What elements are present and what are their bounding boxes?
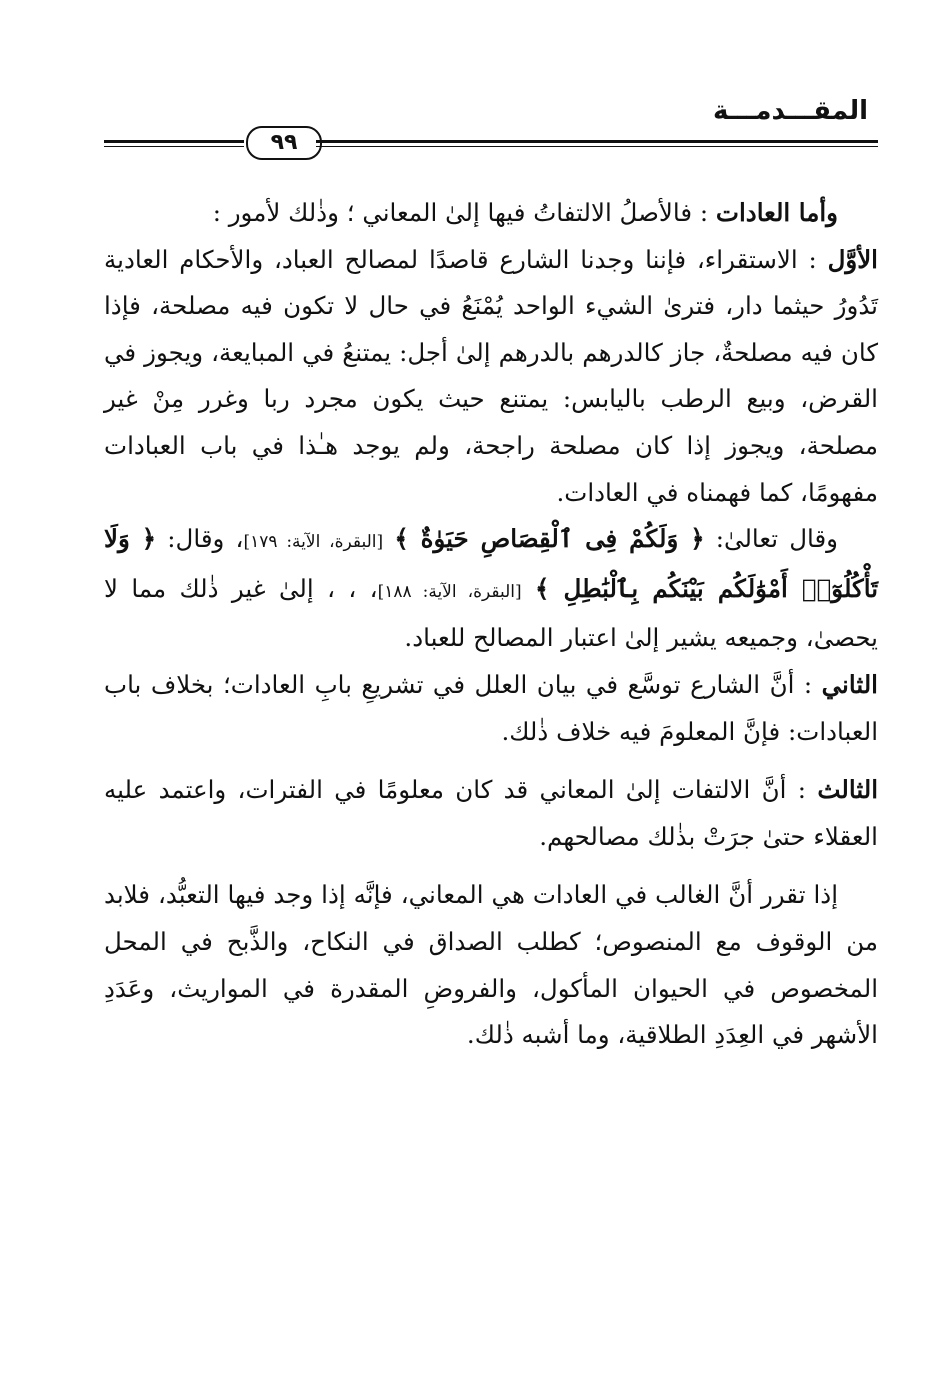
paragraph-customs-intro: [104, 190, 878, 237]
paragraph-first-reason: [104, 237, 878, 517]
paragraph-text: ، وقال:: [167, 524, 244, 554]
paragraph-lead: الثاني: [821, 669, 878, 699]
paragraph-text: وقال تعالىٰ:: [715, 524, 839, 554]
paragraph-conclusion: [104, 872, 878, 1058]
page-number: ٩٩: [246, 126, 322, 160]
verse-citation: [البقرة، الآية: ١٨٨]: [377, 581, 522, 602]
paragraph-text: : فالأصلُ الالتفاتُ فيها إلىٰ المعاني ؛ وذٰلك لأمور :: [212, 198, 709, 227]
quran-verse: ﴿ وَلَكُمْ فِى ٱلْقِصَاصِ حَيَوٰةٌ ﴾: [394, 524, 705, 554]
verse-citation: [البقرة، الآية: ١٧٩]: [243, 532, 384, 553]
header-rule: [104, 126, 878, 166]
running-title: المقـــدمـــة: [712, 96, 868, 126]
paragraph-text: : أنَّ الشارع توسَّع في بيان العلل في تشريعِ بابِ العادات؛ بخلاف باب العبادات: فإنَّ المعلومَ فيه خلاف ذٰلك.: [104, 669, 878, 746]
header-rule-right: [316, 140, 878, 147]
paragraph-text: إذا تقرر أنَّ الغالب في العادات هي المعاني، فإنَّه إذا وجد فيها التعبُّد، فلابد من الوقوف مع المنصوص؛ كطلب الصداق في النكاح، والذَّبح في المحل المخصوص في الحيوان المأكول، والفروضِ المقدرة في المواريث، وعَدَدِ الأشهر في العِدَدِ الطلاقية، وما أشبه ذٰلك.: [104, 880, 878, 1050]
paragraph-second-reason: [104, 662, 878, 755]
paragraph-text: : أنَّ الالتفات إلىٰ المعاني قد كان معلومًا في الفترات، واعتمد عليه العقلاء حتىٰ جرَتْ بذٰلك مصالحهم.: [104, 775, 878, 851]
paragraph-third-reason: [104, 767, 878, 860]
paragraph-quran-verses: [104, 516, 878, 662]
paragraph-lead: الثالث: [817, 775, 878, 805]
quran-verse: ﴿ وَلَا تَأْكُلُوٓا۟ أَمْوَٰلَكُم بَيْنَكُم بِٱلْبَٰطِلِ ﴾: [104, 524, 879, 603]
header-rule-left: [104, 140, 244, 147]
body-text: [104, 190, 878, 1059]
paragraph-lead: وأما العادات: [715, 198, 838, 227]
paragraph-text: : الاستقراء، فإننا وجدنا الشارع قاصدًا لمصالح العباد، والأحكام العادية تَدُورُ حيثما دار، فترىٰ الشيء الواحد يُمْنَعُ في حال لا تكون فيه مصلحة، فإذا كان فيه مصلحةٌ، جاز كالدرهم بالدرهم إلىٰ أجل: يمتنعُ في المبايعة، ويجوز في القرض، وبيع الرطب باليابس: يمتنع حيث يكون مجرد ربا وغرر مِنْ غير مصلحة، ويجوز إذا كان مصلحة راجحة، ولم يوجد هـٰذا في باب العبادات مفهومًا، كما فهمناه في العادات.: [104, 244, 878, 507]
paragraph-lead: الأوَّل: [827, 244, 878, 274]
paragraph-text: ، ، ، إلىٰ غير ذٰلك مما لا يحصىٰ، وجميعه يشير إلىٰ اعتبار المصالح للعباد.: [104, 573, 878, 653]
